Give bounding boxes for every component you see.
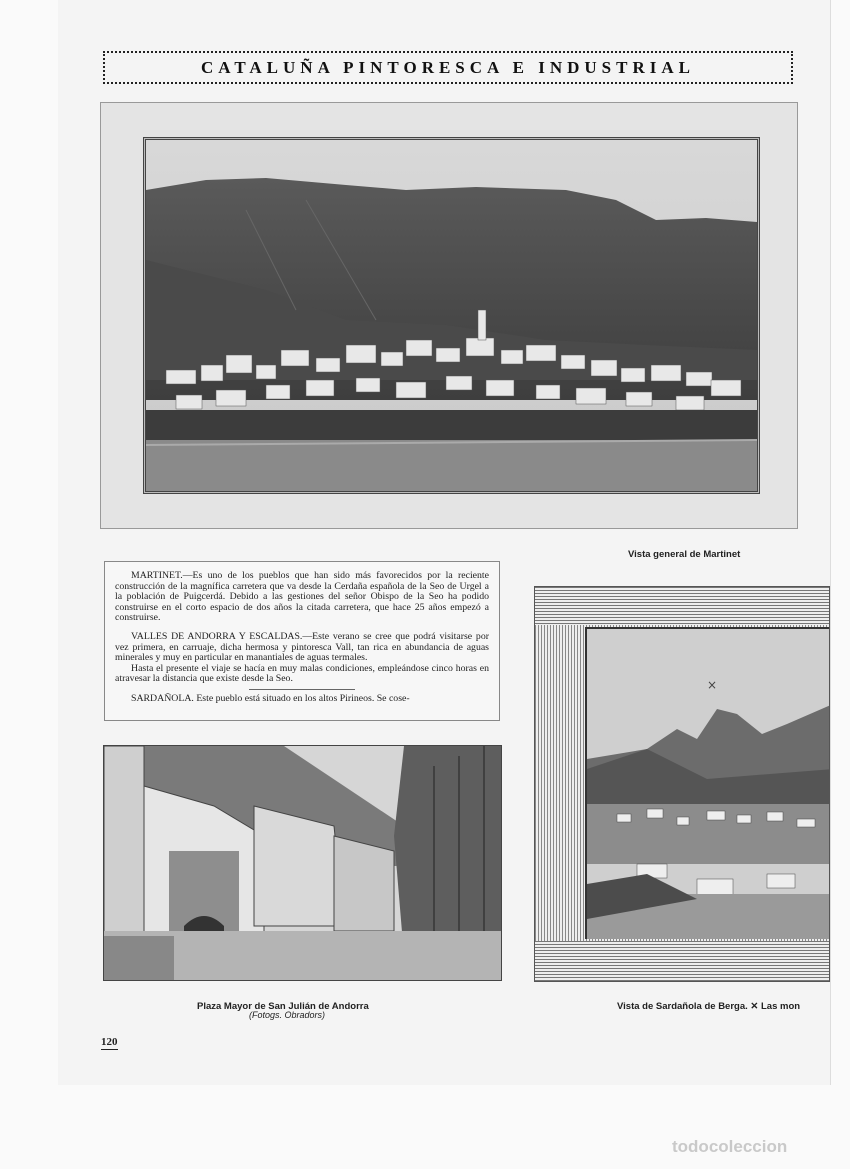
watermark: todocoleccion [672, 1137, 788, 1156]
martinet-photo [143, 137, 760, 494]
plaza-photo [103, 745, 502, 981]
main-photo-frame [100, 102, 798, 529]
article-text [104, 561, 500, 721]
sardanola-photo-caption: Vista de Sardañola de Berga. ✕ Las mon [617, 1001, 801, 1012]
sardanola-photo-frame [534, 586, 830, 982]
page-title: CATALUÑA PINTORESCA E INDUSTRIAL [201, 57, 695, 77]
plaza-photo-caption: Plaza Mayor de San Julián de Andorra [197, 1001, 369, 1012]
martinet-photo-image [146, 140, 757, 491]
article-paragraph-sardanola: SARDAÑOLA. Este pueblo está situado en los altos Pirineos. Se cose- [131, 692, 410, 704]
main-photo-caption: Vista general de Martinet [628, 549, 741, 560]
article-paragraph-viaje: Hasta el presente el viaje se hacía en muy malas condiciones, empleándose cinco horas en atravesar la distancia que existe desde la Seo. [115, 662, 489, 685]
article-paragraph-martinet: MARTINET.—Es uno de los pueblos que han sido más favorecidos por la reciente construcción de la magnífica carretera que va desde la Cerdaña española de la Seo de Urgel a la población de Puigcerdá. Debido a las gestiones del señor Obispo de la Seo ha podido construirse en el corto espacio de dos años la citada carretera, que hace 25 años empezó a construirse. [115, 570, 489, 624]
sardanola-photo-image [587, 629, 829, 939]
plaza-photo-image [104, 746, 501, 980]
page-header [103, 51, 793, 84]
page-number: 120 [101, 1036, 118, 1048]
article-paragraph-andorra: VALLES DE ANDORRA Y ESCALDAS.—Este verano se cree que podrá visitarse por vez primera, en carruaje, dicha hermosa y pintoresca Vall, tan rica en abundancia de aguas minerales y muy en particular en manantiales de aguas termales. [115, 630, 489, 664]
photo-credit: (Fotogs. Obradors) [249, 1010, 326, 1020]
frame-bottom-band [535, 941, 829, 981]
article-divider [249, 689, 355, 690]
frame-top-band [535, 587, 829, 625]
sardanola-photo [585, 627, 829, 939]
svg-text:×: × [707, 678, 718, 692]
